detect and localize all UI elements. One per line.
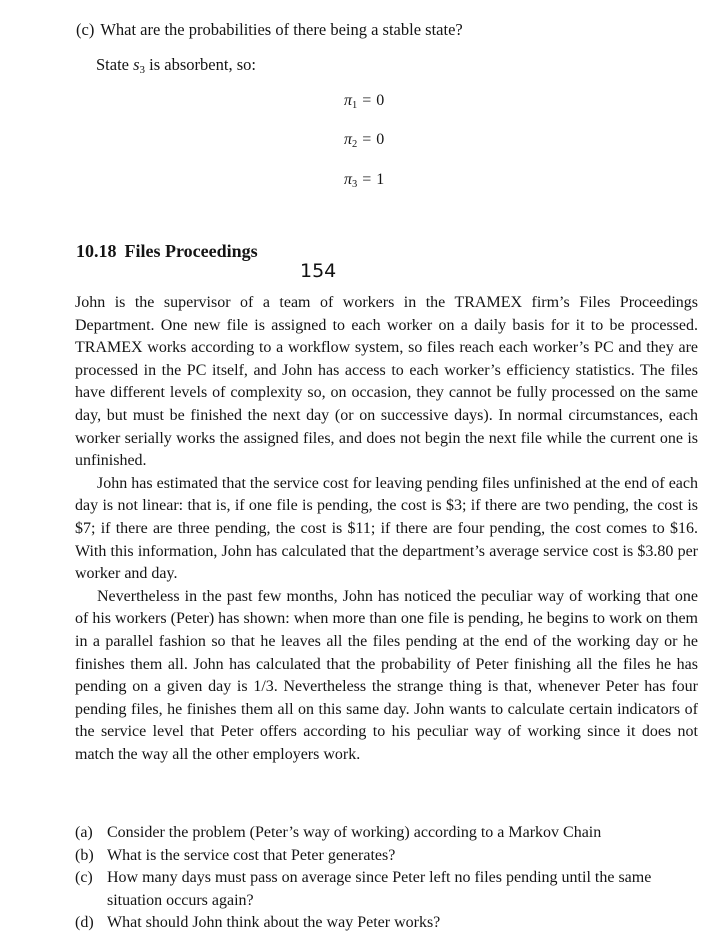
section-number: 10.18 (76, 241, 117, 261)
question-text: How many days must pass on average since Peter left no files pending until the same situation occurs again? (107, 869, 652, 909)
section-title: Files Proceedings (124, 241, 258, 261)
equals-sign: = (362, 171, 372, 188)
intro-before: State (96, 55, 134, 74)
question-text: What is the service cost that Peter generates? (107, 846, 396, 864)
pi-value: 0 (376, 131, 385, 148)
list-item (75, 845, 705, 868)
pi-subscript: 2 (352, 139, 358, 150)
question-text: Consider the problem (Peter’s way of working) according to a Markov Chain (107, 824, 602, 841)
pi-subscript: 3 (352, 179, 358, 190)
paragraph: Nevertheless in the past few months, John has noticed the peculiar way of working that one of his workers (Peter) has shown: when more than one file is pending, he begins to work on them in a parallel fashion so that he leaves all the files pending at the end of the working day or he finishes them all. John has calculated that the probability of Peter finishing all the files he has pending on a given day is 1/3. Nevertheless the strange thing is that, whenever Peter has four pending files, he finishes them all on this same day. John wants to calculate certain indicators of the service level that Peter offers according to his peculiar way of working since it does not match the way all the other employers work. (75, 587, 698, 763)
problem-body (75, 292, 698, 766)
equation-pi-2 (344, 130, 384, 155)
pi-symbol: π (344, 131, 353, 148)
list-item (75, 822, 705, 845)
intro-after: is absorbent, so: (145, 55, 256, 74)
page-number: 154 (300, 260, 337, 282)
question-text: What should John think about the way Peter works? (107, 914, 441, 932)
section-heading (76, 240, 258, 262)
question-text: What are the probabilities of there being a stable state? (100, 20, 463, 39)
pi-symbol: π (344, 92, 353, 109)
intro-variable-subscript: 3 (139, 64, 146, 76)
question-list (75, 822, 705, 935)
pi-subscript: 1 (352, 100, 358, 111)
question-label: (c) (76, 20, 95, 39)
pi-symbol: π (344, 171, 353, 188)
list-item (75, 912, 705, 935)
answer-intro (96, 54, 256, 81)
paragraph: John has estimated that the service cost for leaving pending files unfinished at the end of each day is not linear: that is, if one file is pending, the cost is $3; if there are two pending, the cost is $7; if there are three pending, the cost is $11; if there are four pending, the cost comes to $16. With this information, John has calculated that the department’s average service cost is $3.80 per worker and day. (75, 474, 698, 583)
pi-value: 0 (376, 92, 385, 109)
question-label: (b) (75, 846, 94, 864)
question-c-stable-state (76, 19, 463, 41)
equation-pi-3 (344, 170, 384, 195)
pi-value: 1 (376, 171, 385, 188)
question-label: (c) (75, 869, 93, 887)
intro-variable: s (133, 55, 140, 74)
equals-sign: = (362, 131, 372, 148)
equals-sign: = (362, 92, 372, 109)
equation-pi-1 (344, 91, 384, 116)
question-label: (a) (75, 824, 93, 841)
question-label: (d) (75, 914, 94, 932)
paragraph: John is the supervisor of a team of workers in the TRAMEX firm’s Files Proceedings Department. One new file is assigned to each worker on a daily basis for it to be processed. TRAMEX works according to a workflow system, so files reach each worker’s PC and they are processed in the PC itself, and John has access to each worker’s efficiency statistics. The files have different levels of complexity so, on occasion, they cannot be fully processed on the same day, but must be finished the next day (or on successive days). In normal circumstances, each worker serially works the assigned files, and does not begin the next file while the current one is unfinished. (75, 294, 698, 470)
list-item (75, 867, 705, 912)
